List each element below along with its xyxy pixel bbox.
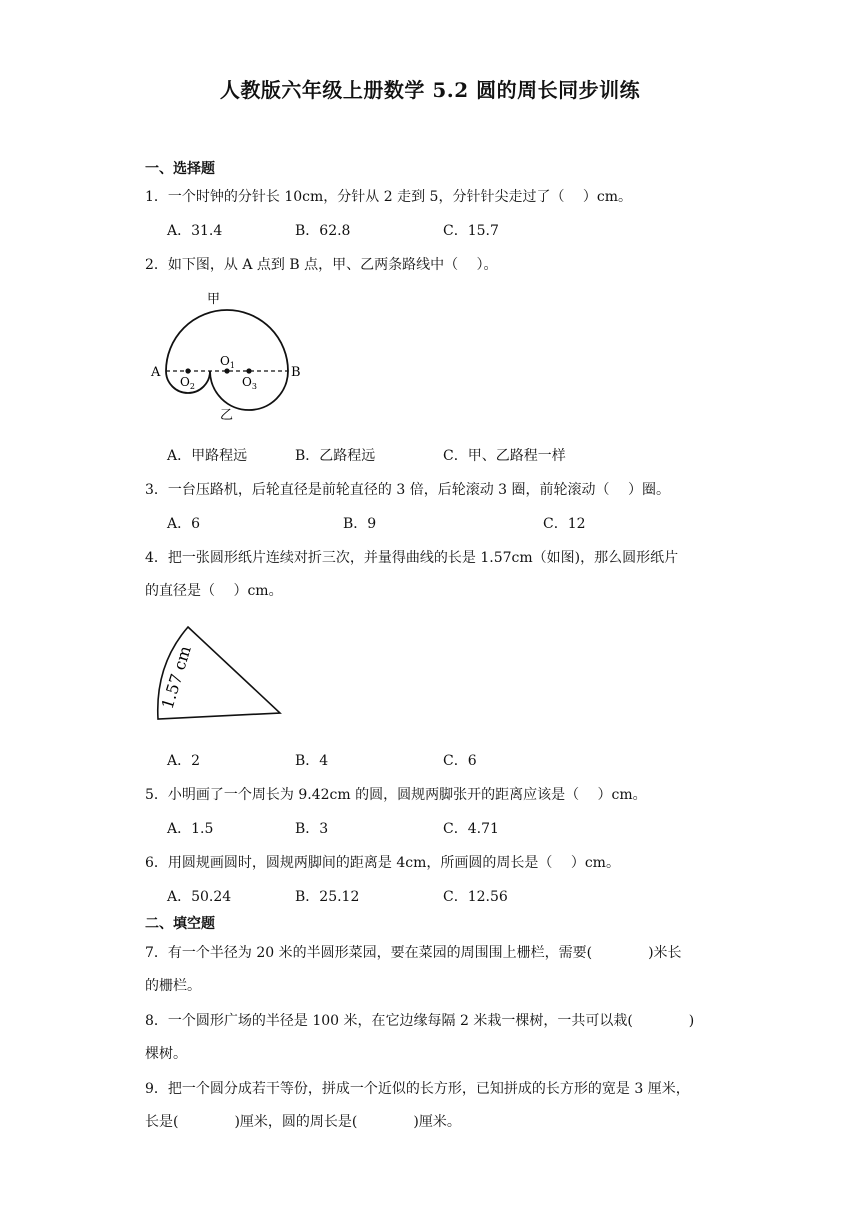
option-c: C．15.7 [443,223,499,239]
center-o1-dot [224,368,229,373]
center-o2-dot [185,368,190,373]
option-a: A．31.4 [167,223,223,239]
center-o3-dot [246,368,251,373]
question-8-text-line1: 8．一个圆形广场的半径是 100 米，在它边缘每隔 2 米栽一棵树，一共可以栽( ) [145,1013,695,1029]
question-2-text: 2．如下图，从 A 点到 B 点，甲、乙两条路线中（ ）。 [145,257,498,273]
option-a: A．6 [167,516,201,532]
option-a: A．甲路程远 [167,448,248,464]
question-5-text: 5．小明画了一个周长为 9.42cm 的圆，圆规两脚张开的距离应该是（ ）cm。 [145,787,647,803]
option-a: A．50.24 [167,889,232,905]
option-b: B．3 [295,821,329,837]
option-b: B．62.8 [295,223,351,239]
label-jia: 甲 [207,292,221,307]
option-c: C．甲、乙路程一样 [443,448,566,464]
question-9-text-line2: 长是( )厘米，圆的周长是( )厘米。 [145,1114,461,1130]
option-c: C．12 [543,516,586,532]
question-7-text-line1: 7．有一个半径为 20 米的半圆形菜园，要在菜园的周围围上栅栏，需要( )米长 [145,945,682,961]
section-heading-choice: 一、选择题 [145,161,215,177]
question-4-text-line2: 的直径是（ ）cm。 [145,583,283,599]
option-c: C．4.71 [443,821,499,837]
question-3-text: 3．一台压路机，后轮直径是前轮直径的 3 倍，后轮滚动 3 圈，前轮滚动（ ）圈。 [145,482,670,498]
section-heading-fill-blank: 二、填空题 [145,916,215,932]
arc-length-label: 1.57 cm [157,643,195,712]
option-b: B．4 [295,753,329,769]
option-a: A．1.5 [167,821,214,837]
option-b: B．乙路程远 [295,448,376,464]
label-b: B [291,365,301,380]
question-2-figure [145,285,315,429]
question-4-figure [145,620,290,729]
question-6-text: 6．用圆规画圆时，圆规两脚间的距离是 4cm，所画圆的周长是（ ）cm。 [145,855,620,871]
option-b: B．25.12 [295,889,360,905]
label-o1: $O_1$ [220,354,235,370]
option-b: B．9 [343,516,377,532]
label-a: A [151,365,161,380]
label-o3: $O_3$ [242,375,257,391]
question-8-text-line2: 棵树。 [145,1046,187,1062]
question-9-text-line1: 9．把一个圆分成若干等份，拼成一个近似的长方形，已知拼成的长方形的宽是 3 厘米， [145,1081,690,1097]
option-c: C．6 [443,753,477,769]
label-yi: 乙 [220,408,234,423]
option-a: A．2 [167,753,201,769]
page-title: 人教版六年级上册数学 5.2 圆的周长同步训练 [219,78,641,102]
question-1-text: 1．一个时钟的分针长 10cm，分针从 2 走到 5，分针针尖走过了（ ）cm。 [145,189,633,205]
option-c: C．12.56 [443,889,508,905]
label-o2: $O_2$ [180,375,195,391]
question-4-text-line1: 4．把一张圆形纸片连续对折三次，并量得曲线的长是 1.57cm（如图)，那么圆形纸片 [145,550,679,566]
question-7-text-line2: 的栅栏。 [145,978,201,994]
